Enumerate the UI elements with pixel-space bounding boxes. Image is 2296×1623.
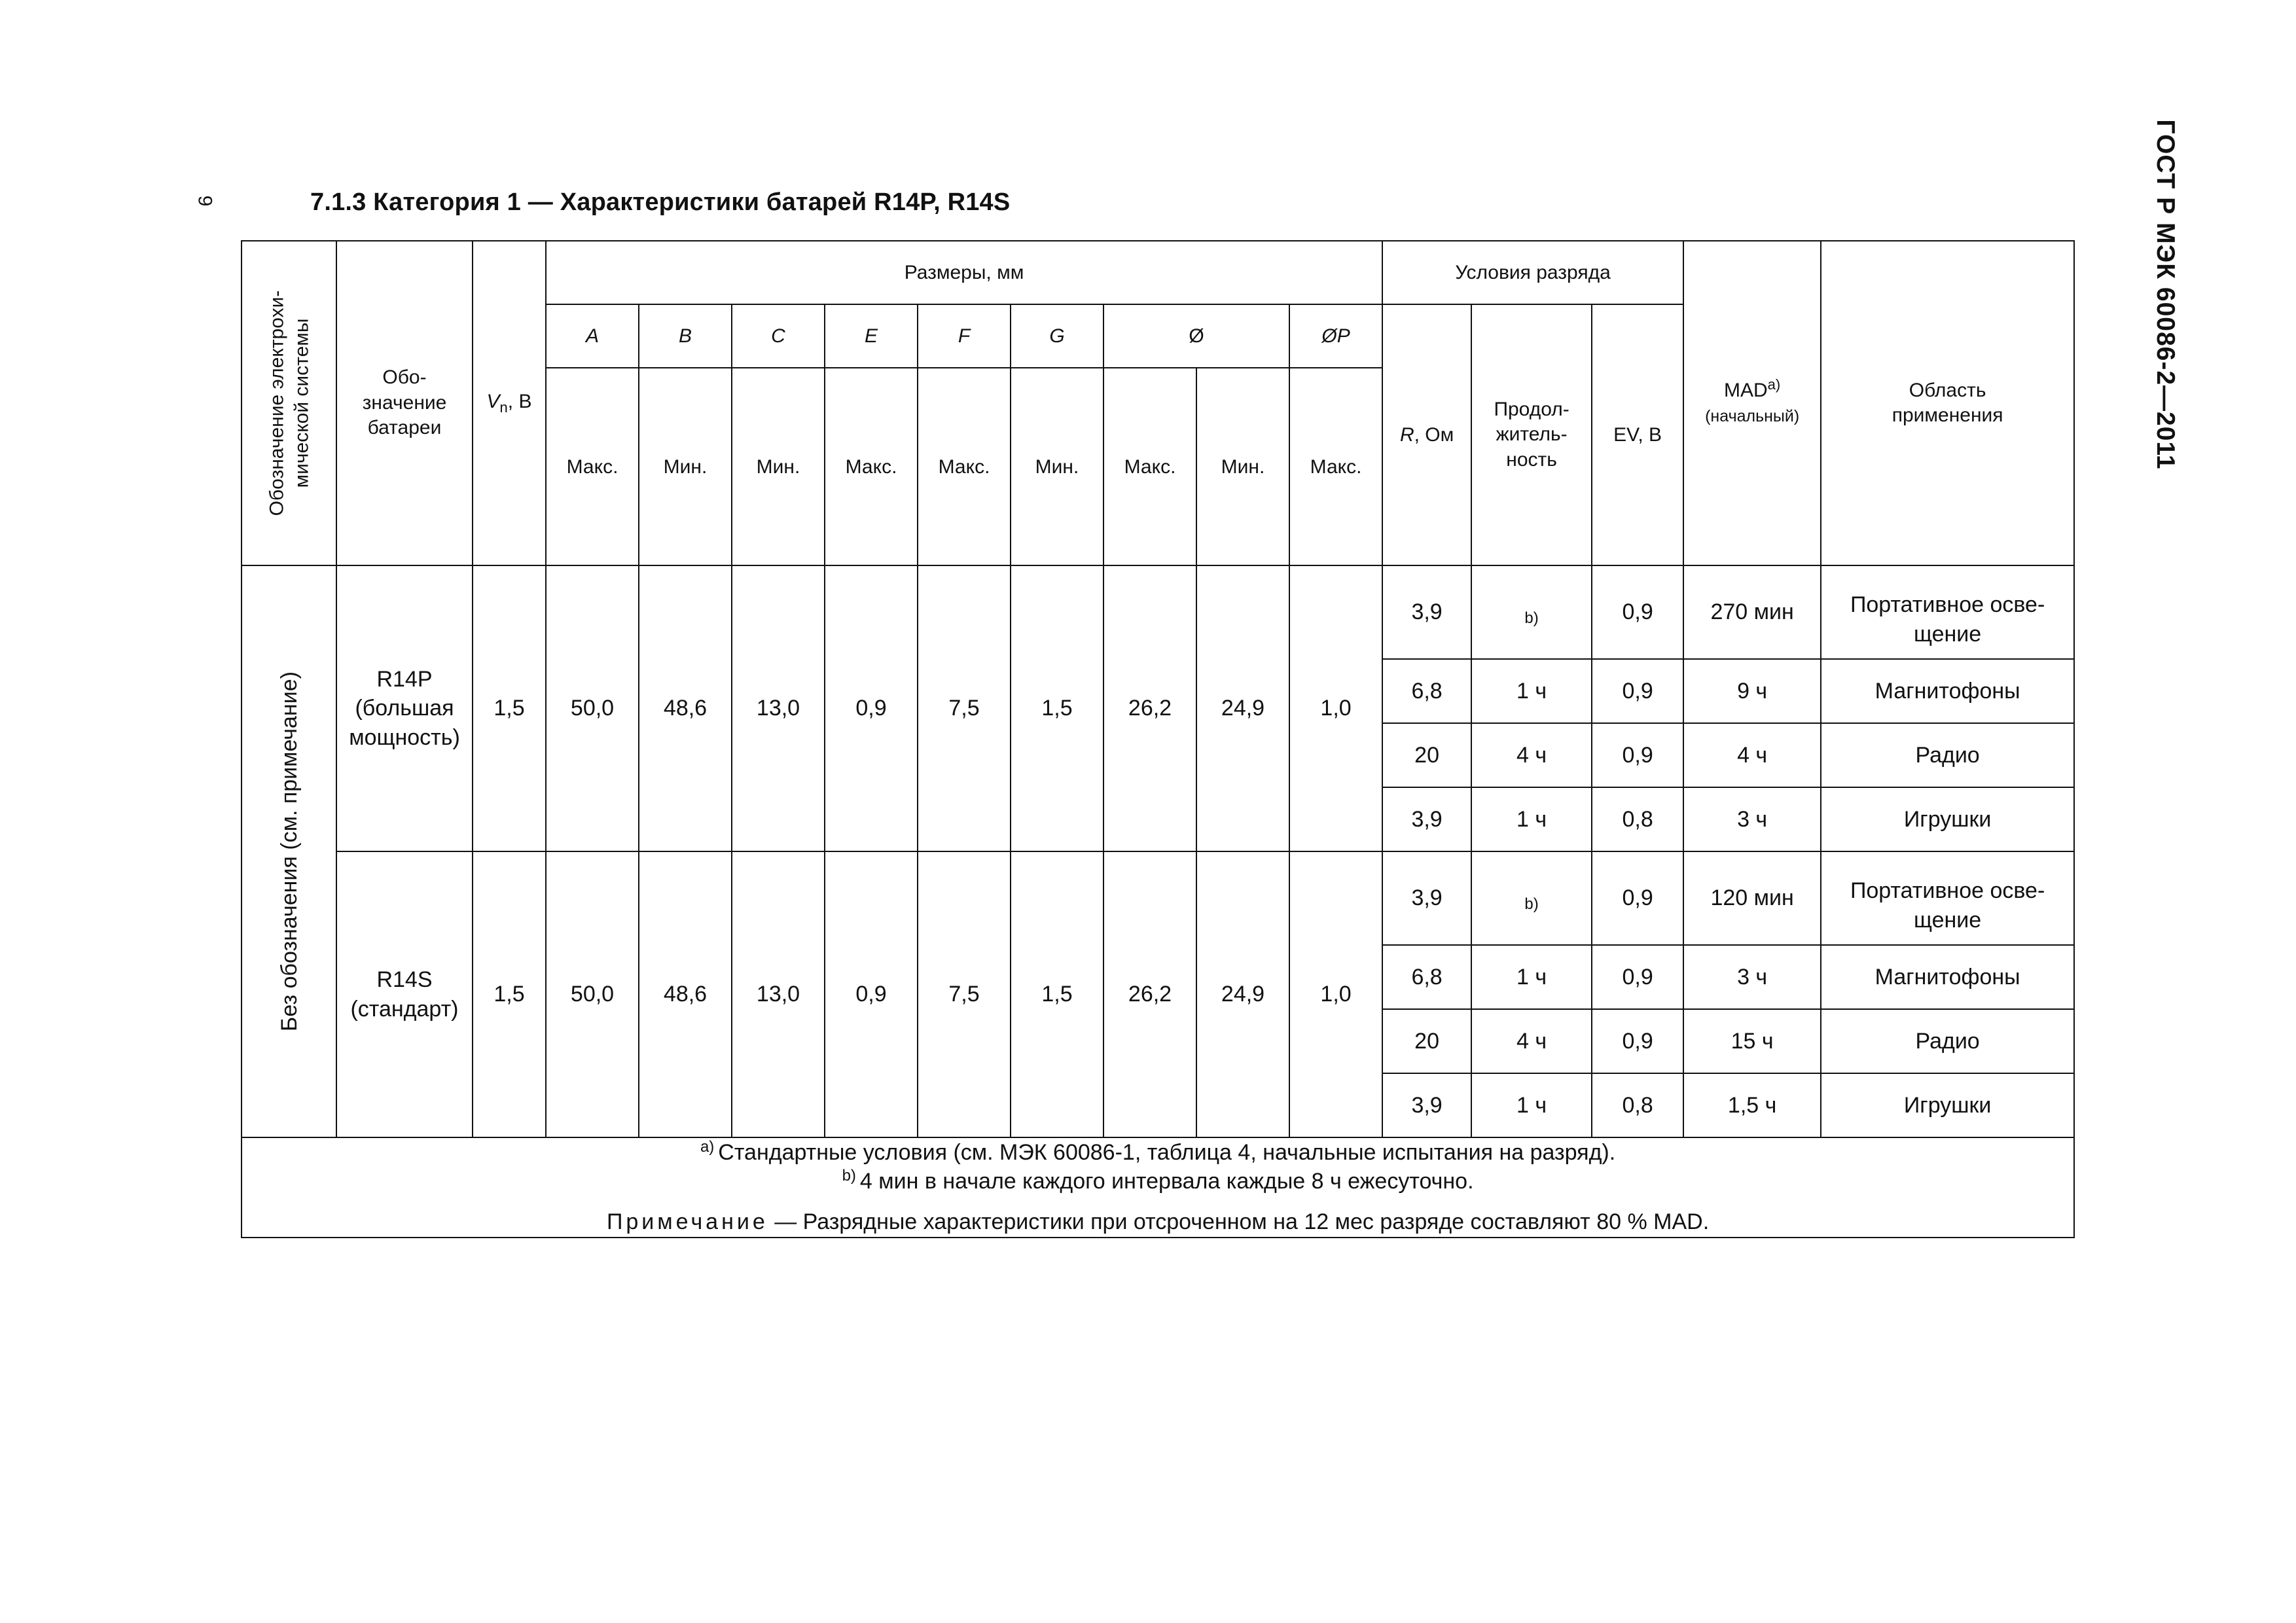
duration-cell: b)	[1471, 565, 1592, 659]
application-cell: Магнитофоны	[1821, 945, 2074, 1009]
resistance-cell: 6,8	[1382, 945, 1471, 1009]
end-voltage-cell: 0,8	[1592, 787, 1683, 851]
mad-cell: 9 ч	[1683, 659, 1821, 723]
resistance-cell: 20	[1382, 1009, 1471, 1073]
application-cell: Игрушки	[1821, 1073, 2074, 1137]
dim-cell: 13,0	[732, 851, 825, 1137]
header-battery-designation-line: батареи	[367, 417, 442, 439]
battery-characteristics-table	[241, 240, 2075, 1238]
battery-designation-cell: R14P (большая мощность)	[336, 565, 473, 851]
header-dimensions: Размеры, мм	[546, 241, 1382, 304]
table-row	[242, 851, 2074, 945]
duration-cell: 1 ч	[1471, 945, 1592, 1009]
dim-cell: 26,2	[1103, 851, 1196, 1137]
system-designation-cell: Без обозначения (см. примечание)	[242, 565, 336, 1137]
header-battery-designation	[336, 241, 473, 565]
mad-cell: 3 ч	[1683, 787, 1821, 851]
resistance-cell: 3,9	[1382, 1073, 1471, 1137]
duration-cell: 1 ч	[1471, 1073, 1592, 1137]
section-title: 7.1.3 Категория 1 — Характеристики батарей R14P, R14S	[310, 188, 1011, 216]
header-dim-e: E	[825, 304, 918, 368]
dim-cell: 1,0	[1289, 851, 1382, 1137]
application-cell: Игрушки	[1821, 787, 2074, 851]
footnote-row	[242, 1137, 2074, 1238]
header-resistance: R, Ом	[1382, 304, 1471, 565]
header-dim-diameter-p: ØP	[1289, 304, 1382, 368]
resistance-cell: 3,9	[1382, 565, 1471, 659]
dim-cell: 48,6	[639, 565, 732, 851]
dim-cell: 13,0	[732, 565, 825, 851]
end-voltage-cell: 0,9	[1592, 723, 1683, 787]
mad-cell: 270 мин	[1683, 565, 1821, 659]
nominal-voltage-cell: 1,5	[473, 851, 546, 1137]
header-discharge-conditions: Условия разряда	[1382, 241, 1683, 304]
mad-cell: 15 ч	[1683, 1009, 1821, 1073]
header-dim-diameter: Ø	[1103, 304, 1289, 368]
header-limit: Макс.	[546, 368, 639, 565]
dim-cell: 50,0	[546, 565, 639, 851]
dim-cell: 24,9	[1196, 565, 1289, 851]
header-limit: Макс.	[1289, 368, 1382, 565]
dim-cell: 1,5	[1011, 851, 1103, 1137]
header-end-voltage: EV, В	[1592, 304, 1683, 565]
application-cell: Радио	[1821, 723, 2074, 787]
dim-cell: 0,9	[825, 565, 918, 851]
resistance-cell: 20	[1382, 723, 1471, 787]
end-voltage-cell: 0,9	[1592, 659, 1683, 723]
dim-cell: 50,0	[546, 851, 639, 1137]
header-dim-b: B	[639, 304, 732, 368]
header-electrochemical-system: Обозначение электрохи- мической системы	[242, 241, 336, 565]
end-voltage-cell: 0,9	[1592, 565, 1683, 659]
dim-cell: 7,5	[918, 851, 1011, 1137]
header-limit: Мин.	[639, 368, 732, 565]
resistance-cell: 3,9	[1382, 851, 1471, 945]
battery-designation-cell: R14S (стандарт)	[336, 851, 473, 1137]
duration-cell: b)	[1471, 851, 1592, 945]
header-dim-f: F	[918, 304, 1011, 368]
end-voltage-cell: 0,9	[1592, 1009, 1683, 1073]
application-cell: Портативное осве-щение	[1821, 851, 2074, 945]
mad-cell: 1,5 ч	[1683, 1073, 1821, 1137]
resistance-cell: 3,9	[1382, 787, 1471, 851]
dim-cell: 24,9	[1196, 851, 1289, 1137]
duration-cell: 4 ч	[1471, 1009, 1592, 1073]
header-application: Область применения	[1821, 241, 2074, 565]
table-row	[242, 565, 2074, 659]
dim-cell: 1,5	[1011, 565, 1103, 851]
dim-cell: 7,5	[918, 565, 1011, 851]
footnote-b: $^{b)}$ 4 мин в начале каждого интервала каждые 8 ч ежесуточно.	[842, 1166, 1474, 1194]
application-cell: Радио	[1821, 1009, 2074, 1073]
header-dim-c: C	[732, 304, 825, 368]
dim-cell: 48,6	[639, 851, 732, 1137]
nominal-voltage-cell: 1,5	[473, 565, 546, 851]
footnotes-cell	[242, 1137, 2074, 1238]
header-nominal-voltage: $V_n$, В	[473, 241, 546, 565]
end-voltage-cell: 0,8	[1592, 1073, 1683, 1137]
end-voltage-cell: 0,9	[1592, 851, 1683, 945]
dim-cell: 1,0	[1289, 565, 1382, 851]
duration-cell: 1 ч	[1471, 787, 1592, 851]
header-limit: Мин.	[1011, 368, 1103, 565]
header-limit: Макс.	[1103, 368, 1196, 565]
application-cell: Магнитофоны	[1821, 659, 2074, 723]
header-limit: Макс.	[825, 368, 918, 565]
dim-cell: 26,2	[1103, 565, 1196, 851]
document-code: ГОСТ Р МЭК 60086-2—2011	[2151, 119, 2179, 470]
header-limit: Макс.	[918, 368, 1011, 565]
note: Примечание — Разрядные характеристики при отсроченном на 12 мес разряде составляют 80 % MAD.	[606, 1209, 1710, 1235]
header-dim-g: G	[1011, 304, 1103, 368]
dim-cell: 0,9	[825, 851, 918, 1137]
header-duration: Продол- житель- ность	[1471, 304, 1592, 565]
application-cell: Портативное осве-щение	[1821, 565, 2074, 659]
duration-cell: 1 ч	[1471, 659, 1592, 723]
footnote-a: $^{a)}$ Стандартные условия (см. МЭК 60086-1, таблица 4, начальные испытания на разряд).	[700, 1137, 1616, 1165]
page-number: 9	[194, 195, 216, 207]
end-voltage-cell: 0,9	[1592, 945, 1683, 1009]
header-mad: MAD$^{a)}$ (начальный)	[1683, 241, 1821, 565]
header-battery-designation-line: Обо-	[382, 366, 427, 389]
mad-cell: 4 ч	[1683, 723, 1821, 787]
header-limit: Мин.	[732, 368, 825, 565]
mad-cell: 3 ч	[1683, 945, 1821, 1009]
header-dim-a: A	[546, 304, 639, 368]
header-battery-designation-line: значение	[362, 391, 447, 414]
resistance-cell: 6,8	[1382, 659, 1471, 723]
header-limit: Мин.	[1196, 368, 1289, 565]
mad-cell: 120 мин	[1683, 851, 1821, 945]
duration-cell: 4 ч	[1471, 723, 1592, 787]
